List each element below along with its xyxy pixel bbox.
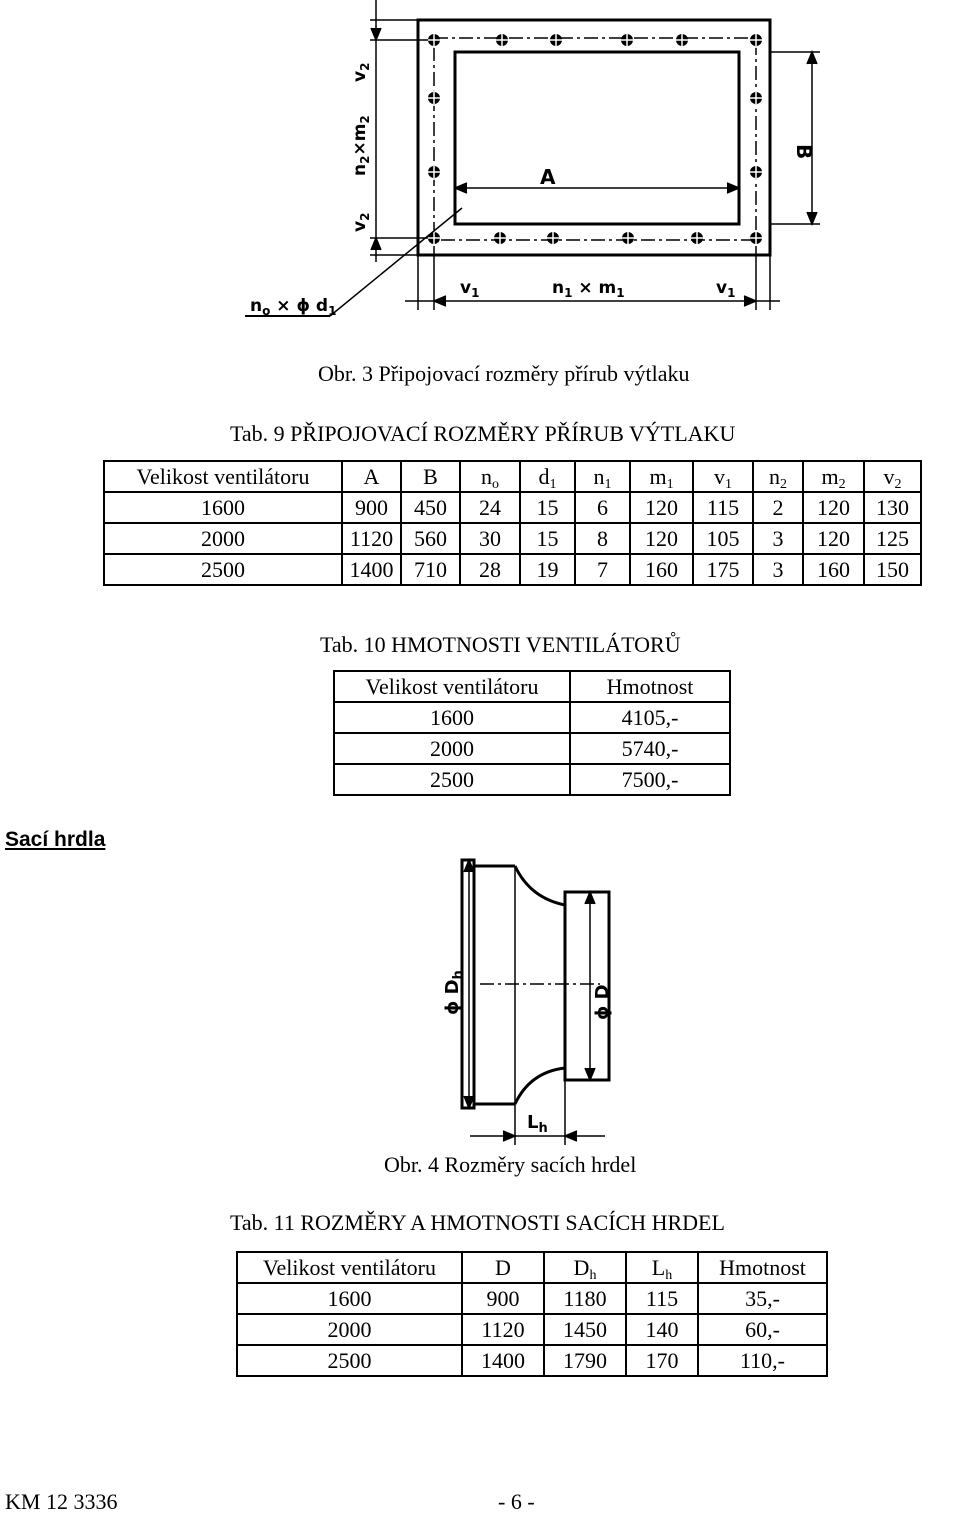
tab9-cell: 24 — [460, 492, 520, 523]
svg-text:n1 × m1: $n_1 \times m_1$ — [552, 278, 625, 300]
tab10-row — [334, 702, 730, 733]
dim-D-label: ϕ D — [592, 984, 613, 1020]
dim-no-d1-label — [250, 296, 336, 318]
tab9-header-row — [104, 461, 921, 492]
dim-n1m1-label — [552, 278, 625, 300]
tab10-header-cell: Velikost ventilátoru — [334, 671, 570, 702]
tab9-header-cell: $d_1$ — [520, 461, 575, 492]
tab9-cell: 1120 — [342, 523, 401, 554]
section-heading: Sací hrdla — [5, 828, 106, 851]
tab11-cell: 115 — [626, 1283, 698, 1314]
tab10-caption: Tab. 10 HMOTNOSTI VENTILÁTORŮ — [320, 632, 681, 657]
dim-v1-label-right — [716, 278, 735, 300]
tab9-cell: 8 — [575, 523, 630, 554]
tab9-cell: 3 — [753, 554, 803, 585]
tab9-cell: 2 — [753, 492, 803, 523]
tab10-row — [334, 764, 730, 795]
tab11-cell: 1400 — [462, 1345, 544, 1376]
tab10-cell: 1600 — [334, 702, 570, 733]
tab9-header-cell: B — [401, 461, 460, 492]
tab10-cell: 2000 — [334, 733, 570, 764]
tab11-cell: 1120 — [462, 1314, 544, 1345]
tab11-row — [237, 1314, 827, 1345]
tab9-cell: 150 — [864, 554, 921, 585]
tab9-header-cell: $v_2$ — [864, 461, 921, 492]
tab11-header-cell: $D_h$ — [544, 1252, 626, 1283]
tab9-cell: 7 — [575, 554, 630, 585]
flange-drawing — [240, 0, 816, 330]
tab9-cell: 175 — [693, 554, 753, 585]
dim-v2-label-top — [350, 63, 372, 82]
tab9-cell: 560 — [401, 523, 460, 554]
tab10-cell: 2500 — [334, 764, 570, 795]
tab9-table — [103, 460, 922, 586]
tab9-cell: 3 — [753, 523, 803, 554]
tab9-cell: 2000 — [104, 523, 342, 554]
dim-A-label: A — [540, 165, 556, 189]
footer-page-number: - 6 - — [498, 1489, 535, 1514]
tab11-header-cell: $L_h$ — [626, 1252, 698, 1283]
tab9-cell: 30 — [460, 523, 520, 554]
tab9-cell: 19 — [520, 554, 575, 585]
tab9-header-cell: Velikost ventilátoru — [104, 461, 342, 492]
tab11-header-cell: Hmotnost — [698, 1252, 827, 1283]
dim-Lh-label — [527, 1112, 548, 1136]
tab10-cell: 5740,- — [570, 733, 730, 764]
tab9-cell: 120 — [630, 523, 693, 554]
tab11-cell: 1180 — [544, 1283, 626, 1314]
tab9-row — [104, 523, 921, 554]
tab10-cell: 4105,- — [570, 702, 730, 733]
tab9-row — [104, 554, 921, 585]
tab9-cell: 120 — [803, 523, 864, 554]
tab11-table — [236, 1251, 828, 1377]
tab9-cell: 450 — [401, 492, 460, 523]
tab10-cell: 7500,- — [570, 764, 730, 795]
tab11-header-cell: Velikost ventilátoru — [237, 1252, 462, 1283]
tab9-cell: 15 — [520, 492, 575, 523]
tab9-cell: 130 — [864, 492, 921, 523]
tab10-table — [333, 670, 731, 796]
tab11-caption: Tab. 11 ROZMĚRY A HMOTNOSTI SACÍCH HRDEL — [230, 1210, 725, 1235]
fig4-caption: Obr. 4 Rozměry sacích hrdel — [384, 1152, 637, 1177]
tab11-cell: 900 — [462, 1283, 544, 1314]
tab9-cell: 28 — [460, 554, 520, 585]
tab9-cell: 6 — [575, 492, 630, 523]
tab9-cell: 115 — [693, 492, 753, 523]
tab9-header-cell: $m_1$ — [630, 461, 693, 492]
svg-text:v1: $v_1$ — [460, 278, 480, 300]
tab11-row — [237, 1283, 827, 1314]
tab9-header-cell: $v_1$ — [693, 461, 753, 492]
tab11-cell: 1600 — [237, 1283, 462, 1314]
svg-text:ϕ Dh: ϕ $D_h$ — [442, 970, 466, 1015]
tab9-header-cell: A — [342, 461, 401, 492]
tab9-cell: 160 — [803, 554, 864, 585]
tab11-cell: 1790 — [544, 1345, 626, 1376]
svg-text:Lh: $L_h$ — [527, 1112, 548, 1136]
tab9-cell: 120 — [630, 492, 693, 523]
tab9-header-cell: $n_2$ — [753, 461, 803, 492]
tab10-header-cell: Hmotnost — [570, 671, 730, 702]
suction-nozzle-drawing — [420, 850, 640, 1150]
tab9-cell: 710 — [401, 554, 460, 585]
svg-text:v2: $v_2$ — [350, 212, 372, 232]
tab9-cell: 125 — [864, 523, 921, 554]
footer-doc-number: KM 12 3336 — [5, 1489, 118, 1514]
tab9-cell: 900 — [342, 492, 401, 523]
tab11-row — [237, 1345, 827, 1376]
dim-v2-label-bottom — [350, 213, 372, 232]
tab9-header-cell: $n_o$ — [460, 461, 520, 492]
tab11-cell: 60,- — [698, 1314, 827, 1345]
dim-Dh-label — [442, 970, 466, 1015]
tab9-header-cell: $m_2$ — [803, 461, 864, 492]
tab9-row — [104, 492, 921, 523]
tab10-row — [334, 733, 730, 764]
svg-text:n2×m2: $n_2\times m_2$ — [350, 115, 372, 176]
tab9-caption: Tab. 9 PŘIPOJOVACÍ ROZMĚRY PŘÍRUB VÝTLAKU — [230, 421, 736, 446]
tab9-cell: 15 — [520, 523, 575, 554]
dim-v1-label-left — [460, 278, 479, 300]
dim-n2m2-label — [350, 115, 372, 176]
svg-text:no × ϕ d1: $n_o \times \phi$ $d_1$ — [250, 296, 337, 318]
tab9-cell: 120 — [803, 492, 864, 523]
tab9-cell: 1400 — [342, 554, 401, 585]
tab9-cell: 105 — [693, 523, 753, 554]
svg-text:v2: $v_2$ — [350, 62, 372, 82]
fig3-caption: Obr. 3 Připojovací rozměry přírub výtlaku — [318, 361, 690, 386]
svg-text:v1: $v_1$ — [716, 278, 736, 300]
tab11-cell: 35,- — [698, 1283, 827, 1314]
dim-B-label: B — [792, 144, 816, 160]
tab11-cell: 110,- — [698, 1345, 827, 1376]
tab11-cell: 140 — [626, 1314, 698, 1345]
tab11-header-row — [237, 1252, 827, 1283]
tab11-cell: 2500 — [237, 1345, 462, 1376]
tab11-cell: 1450 — [544, 1314, 626, 1345]
tab11-cell: 170 — [626, 1345, 698, 1376]
tab9-cell: 1600 — [104, 492, 342, 523]
tab9-header-cell: $n_1$ — [575, 461, 630, 492]
tab9-cell: 2500 — [104, 554, 342, 585]
tab10-header-row — [334, 671, 730, 702]
tab11-header-cell: D — [462, 1252, 544, 1283]
tab11-cell: 2000 — [237, 1314, 462, 1345]
tab9-cell: 160 — [630, 554, 693, 585]
